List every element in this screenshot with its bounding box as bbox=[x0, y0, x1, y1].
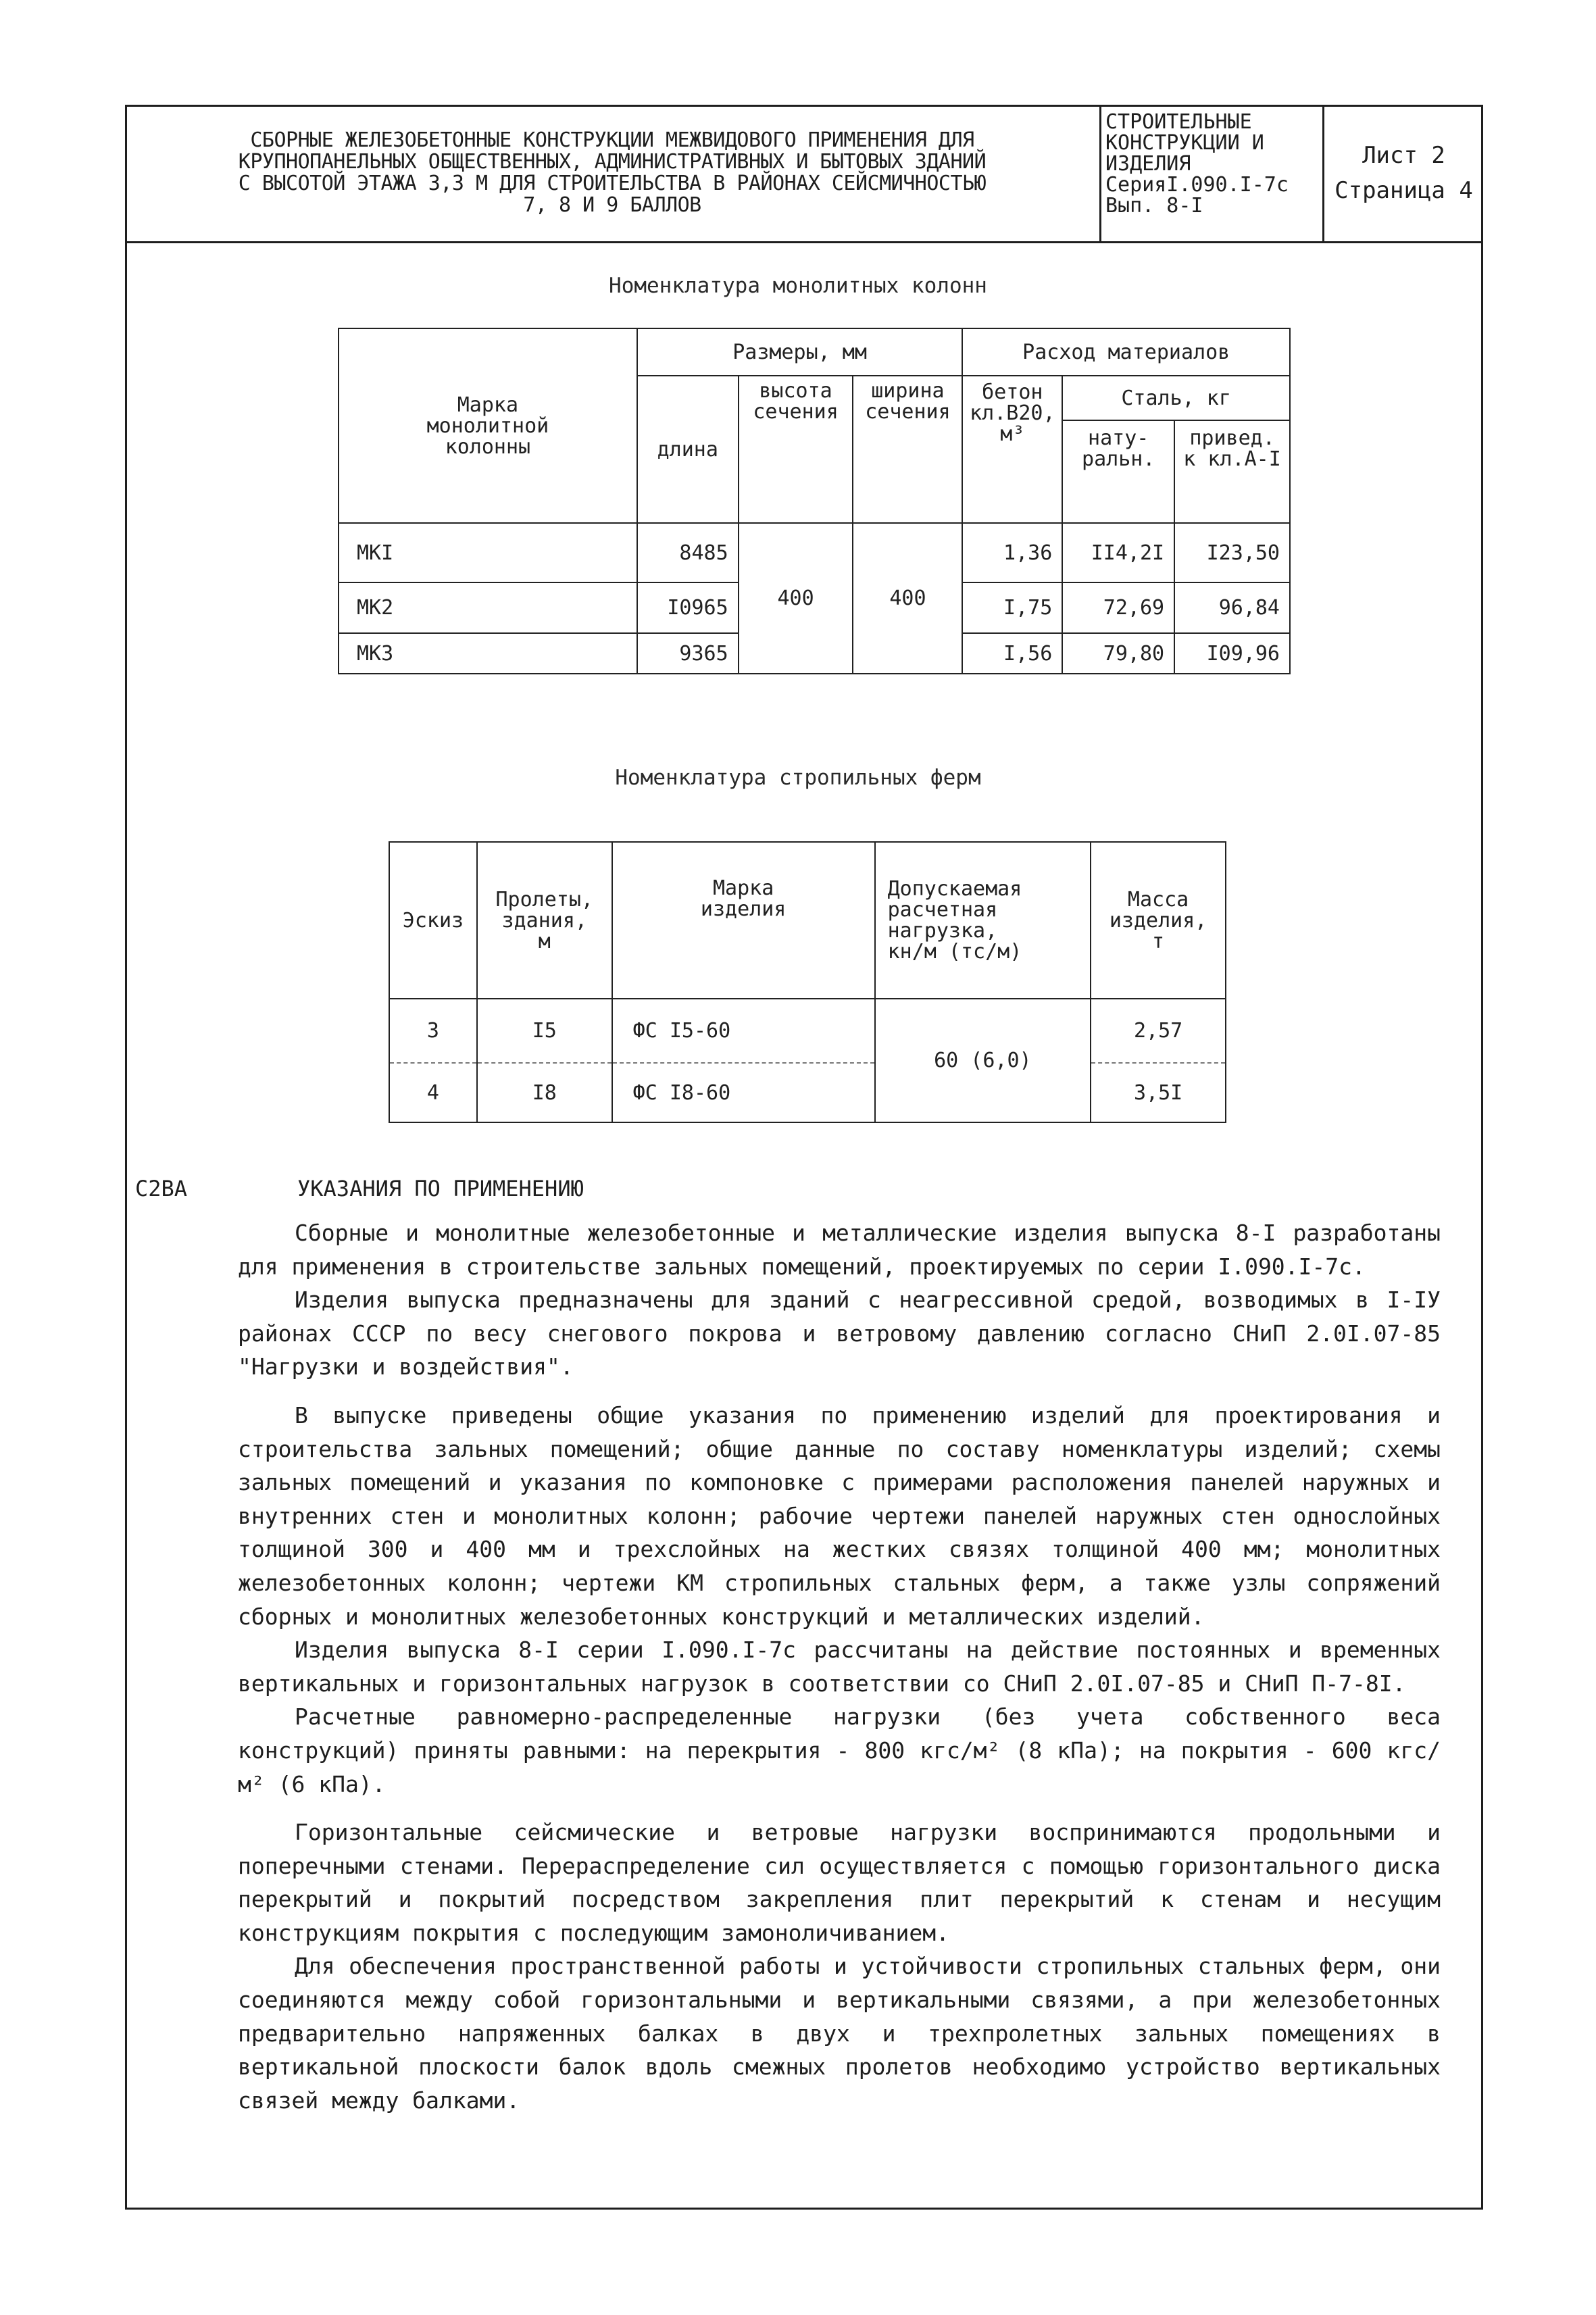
header-width: ширина сечения bbox=[853, 376, 962, 523]
header-sizes: Размеры, мм bbox=[637, 328, 963, 376]
paragraph: Сборные и монолитные железобетонные и металлические изделия выпуска 8-I разработаны для применения в строительстве зальных помещений, проектируемых по серии I.090.I-7с. bbox=[238, 1220, 1441, 1280]
row-truss-mark: ФС I8-60 bbox=[612, 1063, 875, 1122]
paragraph: Расчетные равномерно-распределенные нагрузки (без учета собственного веса конструкций) приняты равными: на перекрытия - 800 кгс/м² (8 кПа); на покрытия - 600 кгс/м² (6 кПа). bbox=[238, 1703, 1441, 1797]
row-natural: II4,2I bbox=[1062, 523, 1174, 582]
trusses-table-caption: Номенклатура стропильных ферм bbox=[615, 766, 981, 790]
row-load-shared: 60 (6,0) bbox=[875, 999, 1091, 1122]
series-designation: СТРОИТЕЛЬНЫЕ КОНСТРУКЦИИ И ИЗДЕЛИЯ СерияI.090.I-7с Вып. 8-I bbox=[1101, 105, 1324, 241]
columns-table-caption: Номенклатура монолитных колонн bbox=[609, 274, 987, 298]
row-span: I8 bbox=[477, 1063, 612, 1122]
row-reduced: I23,50 bbox=[1174, 523, 1290, 582]
header-length: длина bbox=[637, 376, 739, 523]
columns-table bbox=[338, 328, 1291, 674]
instructions-body bbox=[238, 1216, 1441, 2117]
header-sketch: Эскиз bbox=[389, 842, 477, 999]
header-height: высота сечения bbox=[739, 376, 853, 523]
table-row bbox=[389, 999, 1226, 1063]
row-mark: МКI bbox=[339, 523, 637, 582]
row-mark: МК3 bbox=[339, 633, 637, 674]
row-width-shared: 400 bbox=[853, 523, 962, 674]
header-reduced: привед. к кл.А-I bbox=[1174, 420, 1290, 523]
header-load: Допускаемая расчетная нагрузка, кн/м (тс/м) bbox=[875, 842, 1091, 999]
section-title: УКАЗАНИЯ ПО ПРИМЕНЕНИЮ bbox=[297, 1176, 584, 1201]
table-row bbox=[339, 523, 1290, 582]
row-natural: 72,69 bbox=[1062, 582, 1174, 633]
paragraph: Для обеспечения пространственной работы и устойчивости стропильных стальных ферм, они соединяются между собой горизонтальными и вертикальными связями, а при железобетонных предварительно напряженных балках в двух и трехпролетных зальных помещениях в вертикальной плоскости балок вдоль смежных пролетов необходимо устройство вертикальных связей между балками. bbox=[238, 1953, 1441, 2114]
row-reduced: 96,84 bbox=[1174, 582, 1290, 633]
row-span: I5 bbox=[477, 999, 612, 1063]
title-block bbox=[125, 105, 1483, 243]
row-natural: 79,80 bbox=[1062, 633, 1174, 674]
sheet-info bbox=[1324, 105, 1483, 241]
row-concrete: I,75 bbox=[962, 582, 1062, 633]
table-row bbox=[389, 1063, 1226, 1122]
row-concrete: I,56 bbox=[962, 633, 1062, 674]
header-concrete: бетон кл.В20, м³ bbox=[962, 376, 1062, 523]
row-sketch: 3 bbox=[389, 999, 477, 1063]
header-consumption: Расход материалов bbox=[962, 328, 1290, 376]
paragraph: Изделия выпуска 8-I серии I.090.I-7с рассчитаны на действие постоянных и временных вертикальных и горизонтальных нагрузок в соответствии со СНиП 2.0I.07-85 и СНиП П-7-8I. bbox=[238, 1637, 1441, 1697]
header-mark: Марка монолитной колонны bbox=[339, 328, 637, 523]
header-natural: нату- ральн. bbox=[1062, 420, 1174, 523]
row-length: 9365 bbox=[637, 633, 739, 674]
row-sketch: 4 bbox=[389, 1063, 477, 1122]
header-span: Пролеты, здания, м bbox=[477, 842, 612, 999]
header-mass: Масса изделия, т bbox=[1091, 842, 1226, 999]
row-height-shared: 400 bbox=[739, 523, 853, 674]
title-block-name bbox=[125, 105, 1101, 241]
trusses-table bbox=[389, 841, 1226, 1123]
header-steel: Сталь, кг bbox=[1062, 376, 1290, 420]
row-length: I0965 bbox=[637, 582, 739, 633]
document-title: СБОРНЫЕ ЖЕЛЕЗОБЕТОННЫЕ КОНСТРУКЦИИ МЕЖВИДОВОГО ПРИМЕНЕНИЯ ДЛЯ КРУПНОПАНЕЛЬНЫХ ОБЩЕСТВЕННЫХ, АДМИНИСТРАТИВНЫХ И БЫТОВЫХ ЗДАНИЙ С ВЫСОТОЙ ЭТАЖА 3,3 М ДЛЯ СТРОИТЕЛЬСТВА В РАЙОНАХ СЕЙСМИЧНОСТЬЮ 7, 8 И 9 БАЛЛОВ bbox=[238, 128, 987, 217]
row-truss-mark: ФС I5-60 bbox=[612, 999, 875, 1063]
row-concrete: 1,36 bbox=[962, 523, 1062, 582]
section-code: С2ВА bbox=[135, 1176, 188, 1201]
sheet-number: Лист 2 bbox=[1362, 142, 1445, 169]
paragraph: Изделия выпуска предназначены для зданий с неагрессивной средой, возводимых в I-IУ районах СССР по весу снегового покрова и ветровому давлению согласно СНиП 2.0I.07-85 "Нагрузки и воздействия". bbox=[238, 1287, 1441, 1380]
paragraph: В выпуске приведены общие указания по применению изделий для проектирования и строительства зальных помещений; общие данные по составу номенклатуры изделий; схемы зальных помещений и указания по компоновке с примерами расположения панелей наружных и внутренних стен и монолитных колонн; рабочие чертежи панелей наружных стен однослойных толщиной 300 и 400 мм и трехслойных на жестких связях толщиной 400 мм; монолитных железобетонных колонн; чертежи КМ стропильных стальных ферм, а также узлы сопряжений сборных и монолитных железобетонных конструкций и металлических изделий. bbox=[238, 1401, 1441, 1630]
row-mass: 3,5I bbox=[1091, 1063, 1226, 1122]
row-mass: 2,57 bbox=[1091, 999, 1226, 1063]
row-mark: МК2 bbox=[339, 582, 637, 633]
row-reduced: I09,96 bbox=[1174, 633, 1290, 674]
header-truss-mark: Марка изделия bbox=[612, 842, 875, 999]
page-number: Страница 4 bbox=[1335, 177, 1473, 204]
paragraph: Горизонтальные сейсмические и ветровые нагрузки воспринимаются продольными и поперечными стенами. Перераспределение сил осуществляется с помощью горизонтального диска перекрытий и покрытий посредством закрепления плит перекрытий к стенам и несущим конструкциям покрытия с последующим замоноличиванием. bbox=[238, 1819, 1441, 1946]
row-length: 8485 bbox=[637, 523, 739, 582]
